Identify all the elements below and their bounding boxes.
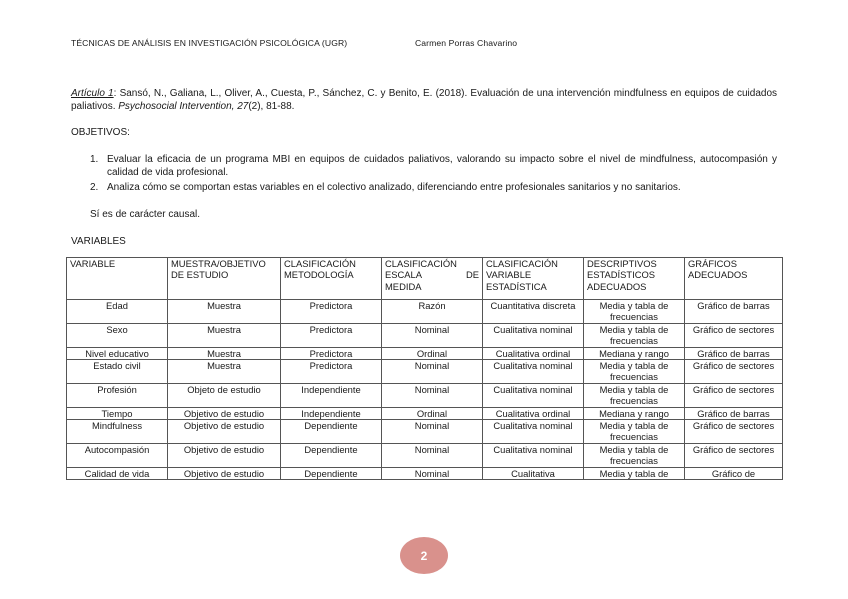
table-cell: Muestra bbox=[168, 300, 281, 324]
table-cell: Gráfico de barras bbox=[685, 300, 783, 324]
column-header: GRÁFICOS ADECUADOS bbox=[685, 258, 783, 300]
variables-heading: VARIABLES bbox=[71, 236, 126, 247]
table-cell: Predictora bbox=[281, 360, 382, 384]
table-cell: Cualitativa nominal bbox=[483, 360, 584, 384]
citation-issue: (2), 81-88. bbox=[248, 101, 295, 112]
citation-journal: Psychosocial Intervention, 27 bbox=[118, 101, 249, 112]
table-cell: Nominal bbox=[382, 420, 483, 444]
table-header-row bbox=[67, 258, 783, 300]
column-header: MUESTRA/OBJETIVO DE ESTUDIO bbox=[168, 258, 281, 300]
table-cell: Cualitativa nominal bbox=[483, 383, 584, 407]
table-row bbox=[67, 443, 783, 467]
table-cell: Mediana y rango bbox=[584, 407, 685, 419]
table-cell: Gráfico de barras bbox=[685, 347, 783, 359]
header-word: DE bbox=[465, 269, 479, 281]
table-cell: Nivel educativo bbox=[67, 347, 168, 359]
table-cell: Media y tabla de frecuencias bbox=[584, 420, 685, 444]
table-cell: Media y tabla de frecuencias bbox=[584, 383, 685, 407]
table-cell: Objeto de estudio bbox=[168, 383, 281, 407]
table-cell: Media y tabla de bbox=[584, 467, 685, 479]
table-cell: Sexo bbox=[67, 323, 168, 347]
table-cell: Media y tabla de frecuencias bbox=[584, 323, 685, 347]
table-cell: Media y tabla de frecuencias bbox=[584, 443, 685, 467]
table-cell: Independiente bbox=[281, 383, 382, 407]
table-cell: Objetivo de estudio bbox=[168, 443, 281, 467]
table-body bbox=[67, 300, 783, 480]
table-row bbox=[67, 407, 783, 419]
table-cell: Gráfico de sectores bbox=[685, 323, 783, 347]
objectives-list bbox=[90, 153, 777, 196]
table-cell: Media y tabla de frecuencias bbox=[584, 360, 685, 384]
objective-text: Analiza cómo se comportan estas variables en el colectivo analizado, diferenciando entre profesionales sanitarios y no sanitarios. bbox=[107, 182, 681, 193]
table-cell: Cualitativa nominal bbox=[483, 420, 584, 444]
variables-table bbox=[66, 257, 783, 480]
table-cell: Gráfico de sectores bbox=[685, 420, 783, 444]
table-cell: Cualitativa nominal bbox=[483, 443, 584, 467]
table-cell: Gráfico de sectores bbox=[685, 443, 783, 467]
table-cell: Objetivo de estudio bbox=[168, 467, 281, 479]
list-number: 2. bbox=[90, 182, 99, 193]
table-cell: Objetivo de estudio bbox=[168, 407, 281, 419]
table-row bbox=[67, 467, 783, 479]
table-cell: Media y tabla de frecuencias bbox=[584, 300, 685, 324]
page-header bbox=[71, 38, 518, 48]
table-cell: Tiempo bbox=[67, 407, 168, 419]
citation-colon: : bbox=[113, 88, 117, 99]
table-cell: Ordinal bbox=[382, 347, 483, 359]
table-cell: Muestra bbox=[168, 360, 281, 384]
column-header: VARIABLE bbox=[67, 258, 168, 300]
column-header: CLASIFICACIÓN METODOLOGÍA bbox=[281, 258, 382, 300]
column-header: CLASIFICACIÓN VARIABLE ESTADÍSTICA bbox=[483, 258, 584, 300]
table-cell: Dependiente bbox=[281, 420, 382, 444]
table-cell: Predictora bbox=[281, 300, 382, 324]
table-cell: Muestra bbox=[168, 323, 281, 347]
table-cell: Profesión bbox=[67, 383, 168, 407]
table-cell: Gráfico de bbox=[685, 467, 783, 479]
table-row bbox=[67, 420, 783, 444]
page-number-badge: 2 bbox=[400, 537, 448, 574]
table-cell: Nominal bbox=[382, 467, 483, 479]
citation-authors: Sansó, N., Galiana, L., Oliver, A., Cuesta, P., Sánchez, C. y Benito, E. (2018). Evaluación de una intervención mindfulness en equipos de cuidados paliativos. bbox=[71, 88, 778, 112]
objectives-heading: OBJETIVOS: bbox=[71, 127, 130, 138]
table-cell: Predictora bbox=[281, 347, 382, 359]
table-cell: Cualitativa bbox=[483, 467, 584, 479]
table-cell: Gráfico de sectores bbox=[685, 360, 783, 384]
header-line: MEDIDA bbox=[385, 280, 422, 292]
table-cell: Cuantitativa discreta bbox=[483, 300, 584, 324]
table-row bbox=[67, 347, 783, 359]
table-cell: Cualitativa ordinal bbox=[483, 347, 584, 359]
table-row bbox=[67, 300, 783, 324]
table-cell: Calidad de vida bbox=[67, 467, 168, 479]
table-cell: Gráfico de sectores bbox=[685, 383, 783, 407]
causal-note: Sí es de carácter causal. bbox=[90, 209, 201, 220]
table-cell: Mediana y rango bbox=[584, 347, 685, 359]
course-title: TÉCNICAS DE ANÁLISIS EN INVESTIGACIÓN PSICOLÓGICA (UGR) bbox=[71, 38, 348, 48]
objective-text: Evaluar la eficacia de un programa MBI en equipos de cuidados paliativos, valorando su impacto sobre el nivel de mindfulness, autocompasión y calidad de vida profesional. bbox=[107, 154, 777, 178]
header-line: CLASIFICACIÓN bbox=[385, 258, 457, 269]
list-item bbox=[90, 153, 777, 179]
table-row bbox=[67, 383, 783, 407]
list-number: 1. bbox=[90, 154, 99, 165]
article-label: Artículo 1 bbox=[71, 88, 114, 99]
table-cell: Dependiente bbox=[281, 467, 382, 479]
table-row bbox=[67, 360, 783, 384]
table-cell: Objetivo de estudio bbox=[168, 420, 281, 444]
table-cell: Mindfulness bbox=[67, 420, 168, 444]
table-cell: Nominal bbox=[382, 383, 483, 407]
table-cell: Edad bbox=[67, 300, 168, 324]
table-row bbox=[67, 323, 783, 347]
table-cell: Dependiente bbox=[281, 443, 382, 467]
table-cell: Cualitativa nominal bbox=[483, 323, 584, 347]
list-item bbox=[90, 181, 777, 194]
table-cell: Gráfico de barras bbox=[685, 407, 783, 419]
header-line bbox=[385, 269, 479, 280]
header-word: ESCALA bbox=[385, 269, 422, 281]
author-name: Carmen Porras Chavarino bbox=[415, 38, 518, 48]
column-header: DESCRIPTIVOS ESTADÍSTICOS ADECUADOS bbox=[584, 258, 685, 300]
table-cell: Nominal bbox=[382, 360, 483, 384]
table-cell: Independiente bbox=[281, 407, 382, 419]
table-cell: Razón bbox=[382, 300, 483, 324]
table-cell: Autocompasión bbox=[67, 443, 168, 467]
table-cell: Nominal bbox=[382, 323, 483, 347]
table-cell: Predictora bbox=[281, 323, 382, 347]
table-cell: Ordinal bbox=[382, 407, 483, 419]
table-cell: Muestra bbox=[168, 347, 281, 359]
article-citation bbox=[71, 87, 777, 113]
table-cell: Estado civil bbox=[67, 360, 168, 384]
table-cell: Nominal bbox=[382, 443, 483, 467]
table-cell: Cualitativa ordinal bbox=[483, 407, 584, 419]
column-header bbox=[382, 258, 483, 300]
